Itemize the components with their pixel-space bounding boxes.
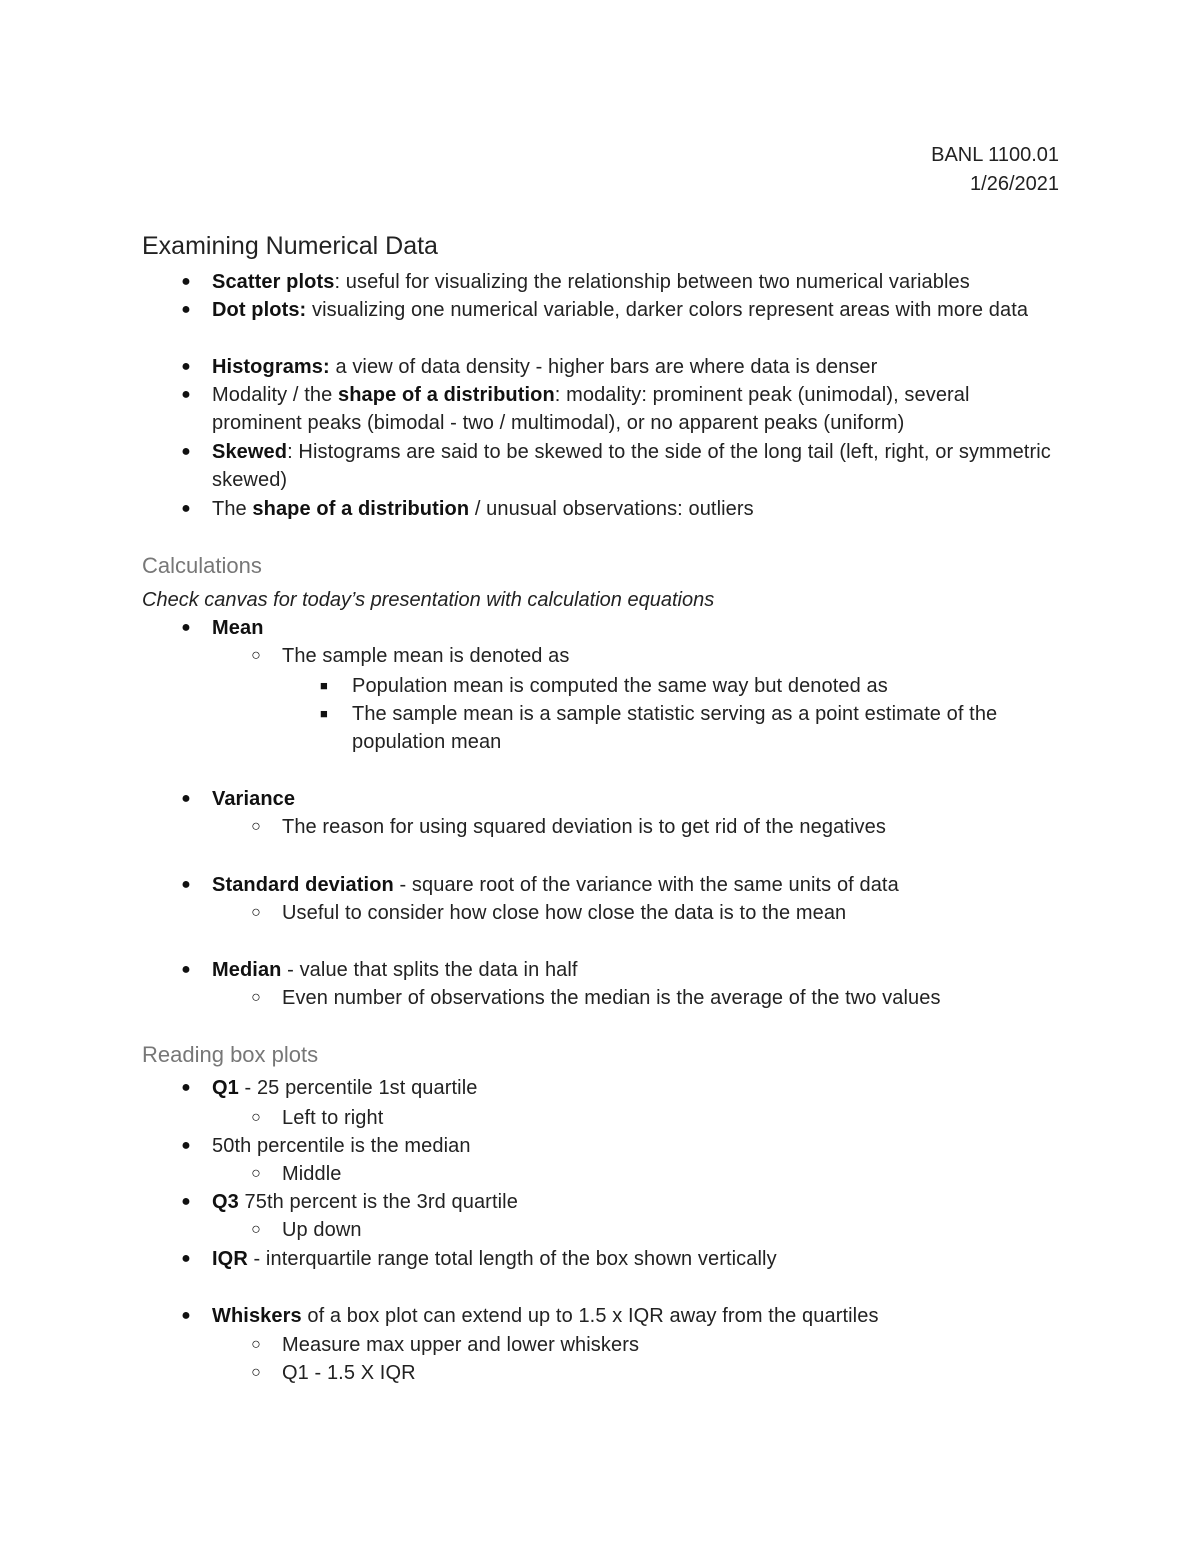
list-item-standard-deviation: ● Standard deviation - square root of the variance with the same units of data: [212, 871, 1052, 899]
bullet-dot-icon: ●: [181, 500, 191, 517]
bullet-circle-icon: ○: [251, 1165, 261, 1182]
list-item-histograms: ● Histograms: a view of data density - higher bars are where data is denser: [212, 353, 1052, 381]
bullet-dot-icon: ●: [181, 1137, 191, 1154]
bullet-circle-icon: ○: [251, 1364, 261, 1381]
bullet-dot-icon: ●: [181, 1079, 191, 1096]
list-item-50th-percentile: ● 50th percentile is the median: [212, 1132, 1052, 1160]
sub-item-lower-fence: ○ Q1 - 1.5 X IQR: [282, 1359, 1052, 1387]
list-item-mean: ● Mean: [212, 614, 1052, 642]
sub-item-sample-mean: ○ The sample mean is denoted as: [282, 642, 1052, 670]
bullet-dot-icon: ●: [181, 386, 191, 403]
bullet-square-icon: ■: [320, 678, 328, 693]
list-item-q3: ● Q3 75th percent is the 3rd quartile: [212, 1188, 1052, 1216]
list-item-outliers: ● The shape of a distribution / unusual observations: outliers: [212, 495, 1052, 523]
list-item-whiskers: ● Whiskers of a box plot can extend up to 1.5 x IQR away from the quartiles: [212, 1302, 1052, 1330]
bullet-circle-icon: ○: [251, 989, 261, 1006]
bullet-circle-icon: ○: [251, 818, 261, 835]
bullet-circle-icon: ○: [251, 1336, 261, 1353]
bullet-dot-icon: ●: [181, 961, 191, 978]
list-item-dot-plots: ● Dot plots: visualizing one numerical variable, darker colors represent areas with more data: [212, 296, 1052, 324]
bullet-dot-icon: ●: [181, 876, 191, 893]
list-item-variance: ● Variance: [212, 785, 1052, 813]
list-item-modality: ● Modality / the shape of a distribution: modality: prominent peak (unimodal), several prominent peaks (bimodal - two / multimodal), or no apparent peaks (uniform): [212, 381, 1052, 438]
calculations-note: Check canvas for today’s presentation with calculation equations: [142, 589, 715, 611]
bullet-dot-icon: ●: [181, 1307, 191, 1324]
list-item-skewed: ● Skewed: Histograms are said to be skewed to the side of the long tail (left, right, or symmetric skewed): [212, 438, 1052, 495]
list-item-iqr: ● IQR - interquartile range total length of the box shown vertically: [212, 1245, 1052, 1273]
bullet-circle-icon: ○: [251, 1221, 261, 1238]
bullet-dot-icon: ●: [181, 1193, 191, 1210]
list-item-scatter-plots: ● Scatter plots: useful for visualizing the relationship between two numerical variables: [212, 268, 1052, 296]
sub-item-squared-deviation: ○ The reason for using squared deviation is to get rid of the negatives: [282, 813, 1052, 841]
subsub-item-point-estimate: ■ The sample mean is a sample statistic serving as a point estimate of the population mean: [352, 700, 1052, 757]
bullet-square-icon: ■: [320, 706, 328, 721]
section-heading-box-plots: Reading box plots: [142, 1042, 319, 1067]
bullet-dot-icon: ●: [181, 273, 191, 290]
bullet-circle-icon: ○: [251, 904, 261, 921]
document-date: 1/26/2021: [970, 173, 1059, 195]
bullet-circle-icon: ○: [251, 1109, 261, 1126]
sub-item-left-to-right: ○ Left to right: [282, 1104, 1052, 1132]
sub-item-up-down: ○ Up down: [282, 1216, 1052, 1244]
list-item-q1: ● Q1 - 25 percentile 1st quartile: [212, 1074, 1052, 1102]
list-item-median: ● Median - value that splits the data in half: [212, 956, 1052, 984]
bullet-dot-icon: ●: [181, 1250, 191, 1267]
bullet-circle-icon: ○: [251, 647, 261, 664]
subsub-item-population-mean: ■ Population mean is computed the same way but denoted as: [352, 672, 1052, 700]
bullet-dot-icon: ●: [181, 358, 191, 375]
bullet-dot-icon: ●: [181, 619, 191, 636]
sub-item-median-even: ○ Even number of observations the median is the average of the two values: [282, 984, 1052, 1012]
sub-item-measure-whiskers: ○ Measure max upper and lower whiskers: [282, 1331, 1052, 1359]
page-title: Examining Numerical Data: [142, 232, 438, 260]
section-heading-calculations: Calculations: [142, 553, 262, 578]
sub-item-middle: ○ Middle: [282, 1160, 1052, 1188]
bullet-dot-icon: ●: [181, 790, 191, 807]
document-header: [931, 141, 1059, 199]
course-code: BANL 1100.01: [931, 144, 1059, 166]
bullet-dot-icon: ●: [181, 443, 191, 460]
sub-item-stdev-usage: ○ Useful to consider how close how close the data is to the mean: [282, 899, 1052, 927]
bullet-dot-icon: ●: [181, 301, 191, 318]
